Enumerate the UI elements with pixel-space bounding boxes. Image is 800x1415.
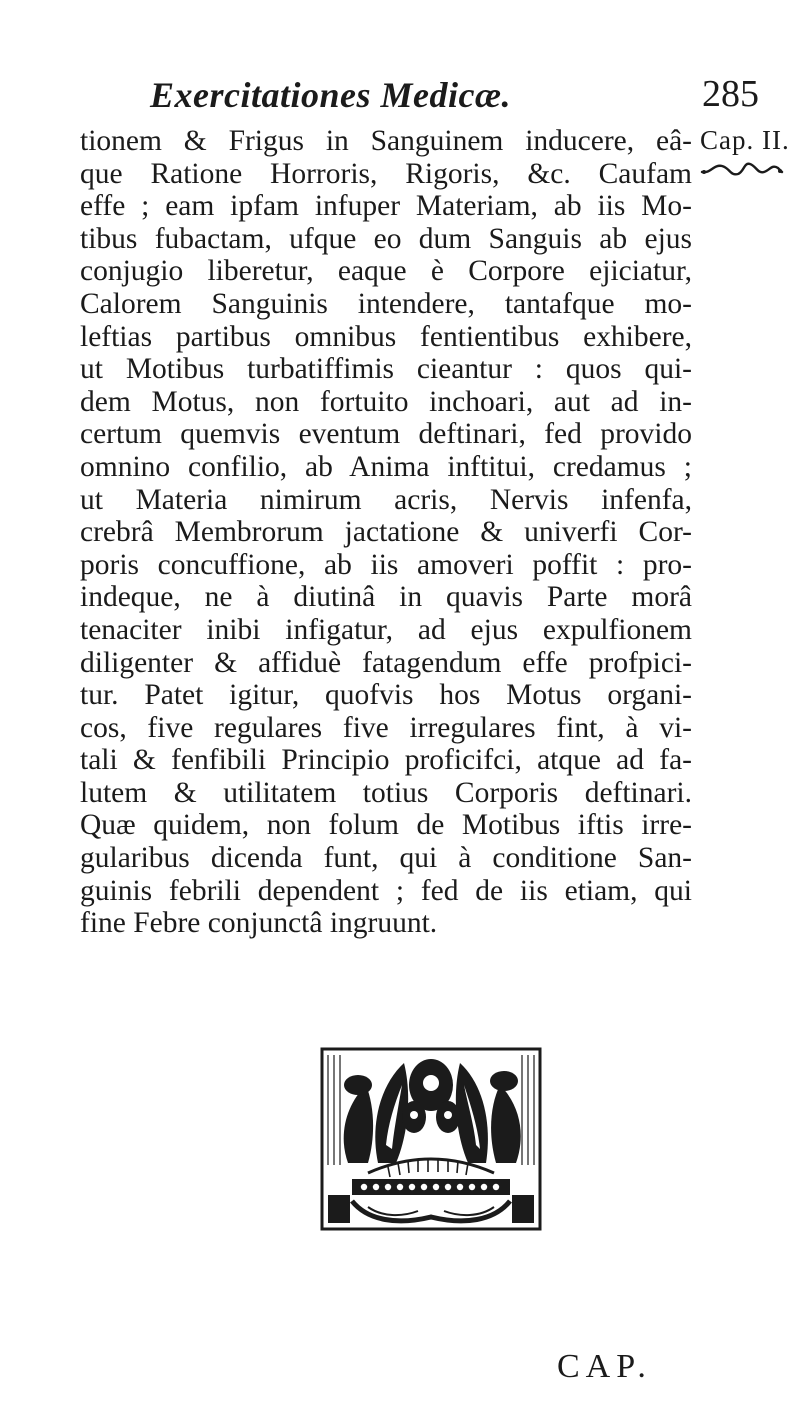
text-line: tenaciter inibi infigatur, ad ejus expulfionem bbox=[80, 613, 692, 646]
wavy-rule-ornament bbox=[700, 160, 784, 178]
text-line: fine Febre conjunctâ ingruunt. bbox=[80, 907, 438, 940]
text-line: conjugio liberetur, eaque è Corpore ejiciatur, bbox=[80, 255, 692, 288]
text-line: poris concuffione, ab iis amoveri poffit : pro- bbox=[80, 548, 692, 581]
basket-of-flowers-vignette bbox=[318, 1045, 544, 1233]
text-line: tionem & Frigus in Sanguinem inducere, eâ- bbox=[80, 125, 692, 157]
text-line: guinis febrili dependent ; fed de iis etiam, qui bbox=[80, 874, 692, 907]
text-line: dem Motus, non fortuito inchoari, aut ad in- bbox=[80, 385, 692, 418]
text-line: certum quemvis eventum deftinari, fed provido bbox=[80, 418, 692, 451]
text-line: gularibus dicenda funt, qui à conditione San- bbox=[80, 842, 692, 875]
text-line: diligenter & affiduè fatagendum effe profpici- bbox=[80, 646, 692, 679]
text-line: que Ratione Horroris, Rigoris, &c. Caufam bbox=[80, 157, 692, 190]
text-line: ut Materia nimirum acris, Nervis infenfa, bbox=[80, 483, 692, 516]
text-line: lutem & utilitatem totius Corporis deftinari. bbox=[80, 776, 692, 809]
text-line: crebrâ Membrorum jactatione & univerfi Cor- bbox=[80, 516, 692, 549]
catchword: CAP. bbox=[557, 1348, 652, 1385]
text-line: tur. Patet igitur, quofvis hos Motus organi- bbox=[80, 679, 692, 712]
text-line: omnino confilio, ab Anima inftitui, credamus ; bbox=[80, 450, 692, 483]
text-line: tibus fubactam, ufque eo dum Sanguis ab ejus bbox=[80, 222, 692, 255]
text-line: cos, five regulares five irregulares fint, à vi- bbox=[80, 711, 692, 744]
page-number: 285 bbox=[702, 73, 759, 115]
text-line: ut Motibus turbatiffimis cieantur : quos qui- bbox=[80, 353, 692, 386]
margin-chapter-note: Cap. II. bbox=[700, 125, 790, 155]
text-line: leftias partibus omnibus fentientibus exhibere, bbox=[80, 320, 692, 353]
body-paragraph bbox=[80, 125, 692, 940]
text-line: Calorem Sanguinis intendere, tantafque mo- bbox=[80, 287, 692, 320]
text-line: effe ; eam ipfam infuper Materiam, ab iis Mo- bbox=[80, 190, 692, 223]
text-line: tali & fenfibili Principio proficifci, atque ad fa- bbox=[80, 744, 692, 777]
text-line: Quæ quidem, non folum de Motibus iftis irre- bbox=[80, 809, 692, 842]
running-title: Exercitationes Medicæ. bbox=[150, 75, 511, 115]
text-line: indeque, ne à diutinâ in quavis Parte morâ bbox=[80, 581, 692, 614]
